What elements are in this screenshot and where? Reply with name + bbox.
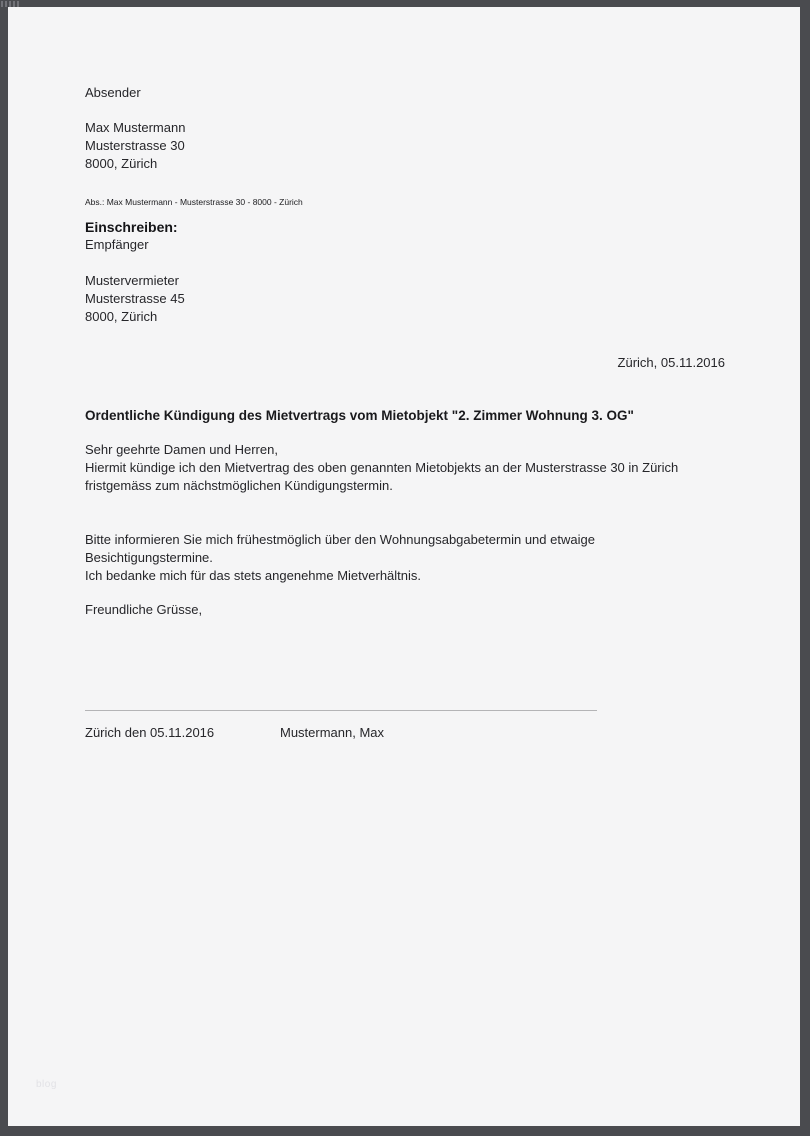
signature-divider bbox=[85, 710, 597, 711]
body-paragraph-2 bbox=[85, 531, 595, 585]
sender-city: 8000, Zürich bbox=[85, 156, 158, 171]
sender-street: Musterstrasse 30 bbox=[85, 138, 185, 153]
signature-place-date: Zürich den 05.11.2016 bbox=[85, 725, 215, 740]
watermark-text: blog bbox=[36, 1079, 57, 1090]
salutation: Sehr geehrte Damen und Herren, bbox=[85, 442, 278, 457]
body-paragraph-1 bbox=[85, 441, 678, 495]
sender-address-block bbox=[85, 119, 185, 173]
sender-name: Max Mustermann bbox=[85, 120, 186, 135]
date-line: Zürich, 05.11.2016 bbox=[617, 355, 725, 370]
body-line: fristgemäss zum nächstmöglichen Kündigungstermin. bbox=[85, 478, 393, 493]
recipient-name: Mustervermieter bbox=[85, 273, 179, 288]
subject-line: Ordentliche Kündigung des Mietvertrags vom Mietobjekt "2. Zimmer Wohnung 3. OG" bbox=[85, 408, 634, 423]
return-address-line: Abs.: Max Mustermann - Musterstrasse 30 - 8000 - Zürich bbox=[85, 197, 303, 207]
body-line: Ich bedanke mich für das stets angenehme Mietverhältnis. bbox=[85, 568, 422, 583]
sender-label: Absender bbox=[85, 85, 141, 100]
body-line: Besichtigungstermine. bbox=[85, 550, 213, 565]
recipient-address-block bbox=[85, 272, 185, 326]
closing-line: Freundliche Grüsse, bbox=[85, 602, 203, 617]
recipient-street: Musterstrasse 45 bbox=[85, 291, 185, 306]
body-line: Bitte informieren Sie mich frühestmöglich über den Wohnungsabgabetermin und etwaige bbox=[85, 532, 595, 547]
delivery-method-heading: Einschreiben: bbox=[85, 219, 178, 235]
letter-page bbox=[8, 7, 800, 1126]
signature-name: Mustermann, Max bbox=[280, 725, 385, 740]
body-line: Hiermit kündige ich den Mietvertrag des oben genannten Mietobjekts an der Musterstrasse 30 in Zürich bbox=[85, 460, 679, 475]
recipient-city: 8000, Zürich bbox=[85, 309, 158, 324]
recipient-label: Empfänger bbox=[85, 237, 149, 252]
